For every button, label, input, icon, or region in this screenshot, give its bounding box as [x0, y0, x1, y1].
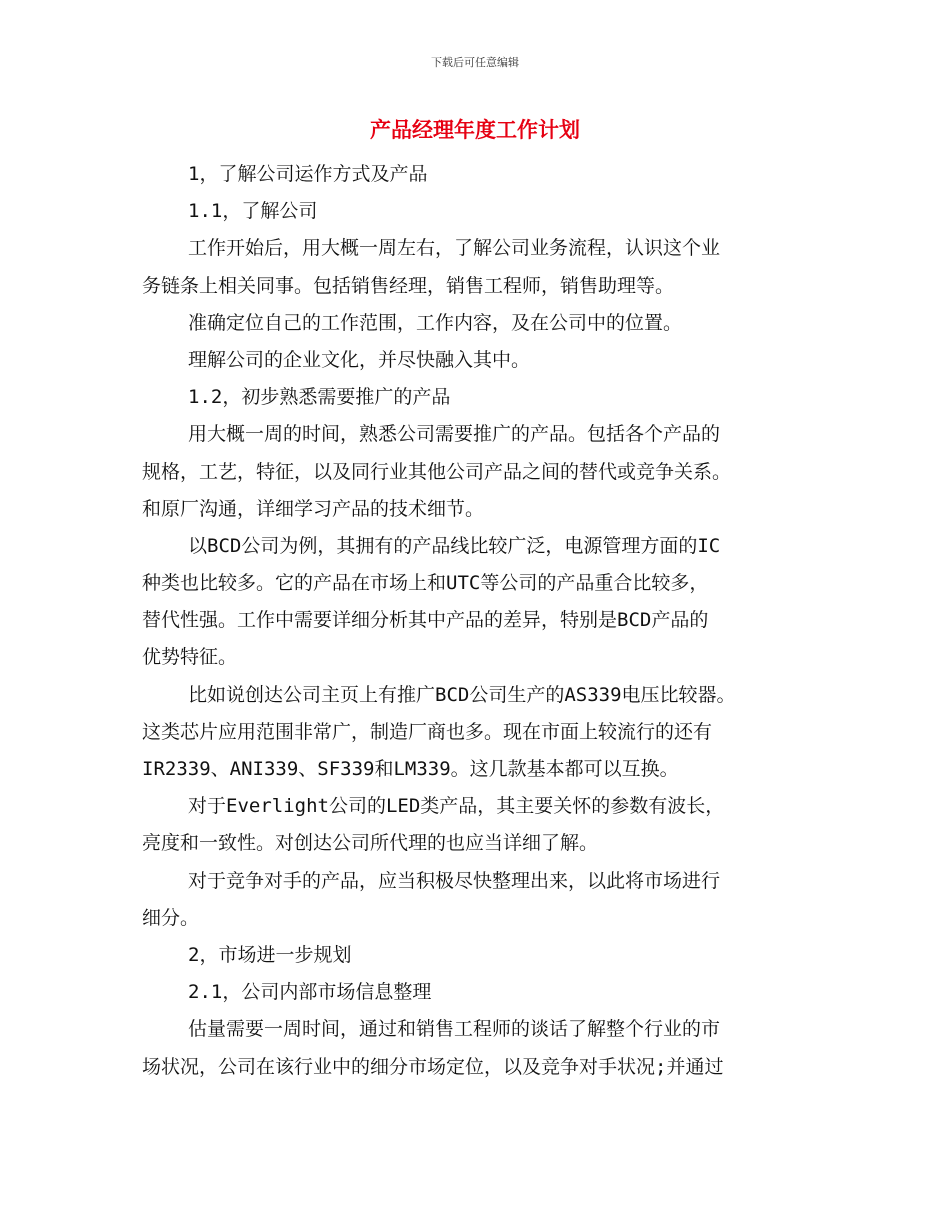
body-line: 1.2，初步熟悉需要推广的产品 [188, 386, 451, 409]
body-line: 以BCD公司为例，其拥有的产品线比较广泛，电源管理方面的IC [188, 534, 721, 557]
body-line: 工作开始后，用大概一周左右，了解公司业务流程，认识这个业 [188, 237, 721, 260]
body-line: 1.1，了解公司 [188, 200, 318, 223]
body-line: 1，了解公司运作方式及产品 [188, 163, 428, 185]
body-line: 这类芯片应用范围非常广，制造厂商也多。现在市面上较流行的还有 [142, 720, 713, 743]
body-line: 务链条上相关同事。包括销售经理，销售工程师，销售助理等。 [142, 274, 675, 297]
body-line: IR2339、ANI339、SF339和LM339。这几款基本都可以互换。 [142, 758, 679, 780]
body-line: 亮度和一致性。对创达公司所代理的也应当详细了解。 [142, 832, 599, 855]
body-line: 用大概一周的时间，熟悉公司需要推广的产品。包括各个产品的 [188, 423, 721, 446]
body-line: 细分。 [142, 906, 200, 929]
body-line: 2，市场进一步规划 [188, 943, 352, 966]
body-line: 替代性强。工作中需要详细分析其中产品的差异，特别是BCD产品的 [142, 609, 709, 632]
document-body [142, 156, 810, 1086]
body-line: 估量需要一周时间，通过和销售工程师的谈话了解整个行业的市 [188, 1018, 721, 1041]
body-line: 比如说创达公司主页上有推广BCD公司生产的AS339电压比较器。 [188, 683, 736, 706]
body-line: 种类也比较多。它的产品在市场上和UTC等公司的产品重合比较多， [142, 572, 709, 595]
body-line: 和原厂沟通，详细学习产品的技术细节。 [142, 497, 485, 520]
body-line: 对于Everlight公司的LED类产品，其主要关怀的参数有波长， [188, 795, 725, 818]
document-title: 产品经理年度工作计划 [370, 117, 580, 142]
body-line: 场状况，公司在该行业中的细分市场定位，以及竞争对手状况;并通过 [142, 1055, 724, 1078]
body-line: 规格，工艺，特征，以及同行业其他公司产品之间的替代或竞争关系。 [142, 460, 732, 483]
header-note: 下载后可任意编辑 [431, 56, 519, 69]
body-line: 2.1，公司内部市场信息整理 [188, 981, 432, 1004]
body-line: 准确定位自己的工作范围，工作内容，及在公司中的位置。 [188, 311, 683, 334]
body-line: 优势特征。 [142, 646, 238, 669]
body-line: 理解公司的企业文化，并尽快融入其中。 [188, 348, 531, 371]
body-line: 对于竞争对手的产品，应当积极尽快整理出来，以此将市场进行 [188, 869, 721, 892]
